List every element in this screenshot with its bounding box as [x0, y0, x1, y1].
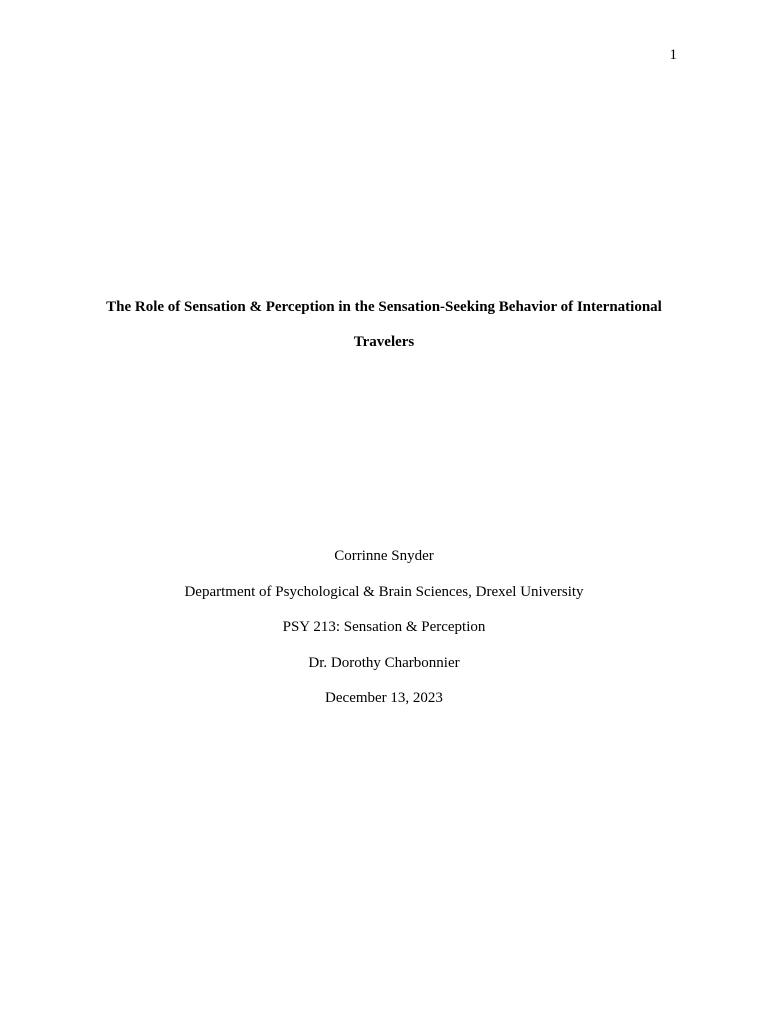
author-name: Corrinne Snyder [334, 548, 434, 564]
title-line-1: The Role of Sensation & Perception in the Sensation-Seeking Behavior of International [106, 299, 662, 315]
instructor-name: Dr. Dorothy Charbonnier [308, 654, 460, 671]
due-date: December 13, 2023 [325, 690, 443, 706]
page-number: 1 [669, 47, 677, 63]
paper-title [60, 290, 708, 360]
title-page-byline [60, 539, 708, 717]
title-line-2: Travelers [353, 334, 415, 350]
course-name: PSY 213: Sensation & Perception [282, 619, 486, 635]
institutional-affiliation: Department of Psychological & Brain Sciences, Drexel University [184, 583, 584, 600]
